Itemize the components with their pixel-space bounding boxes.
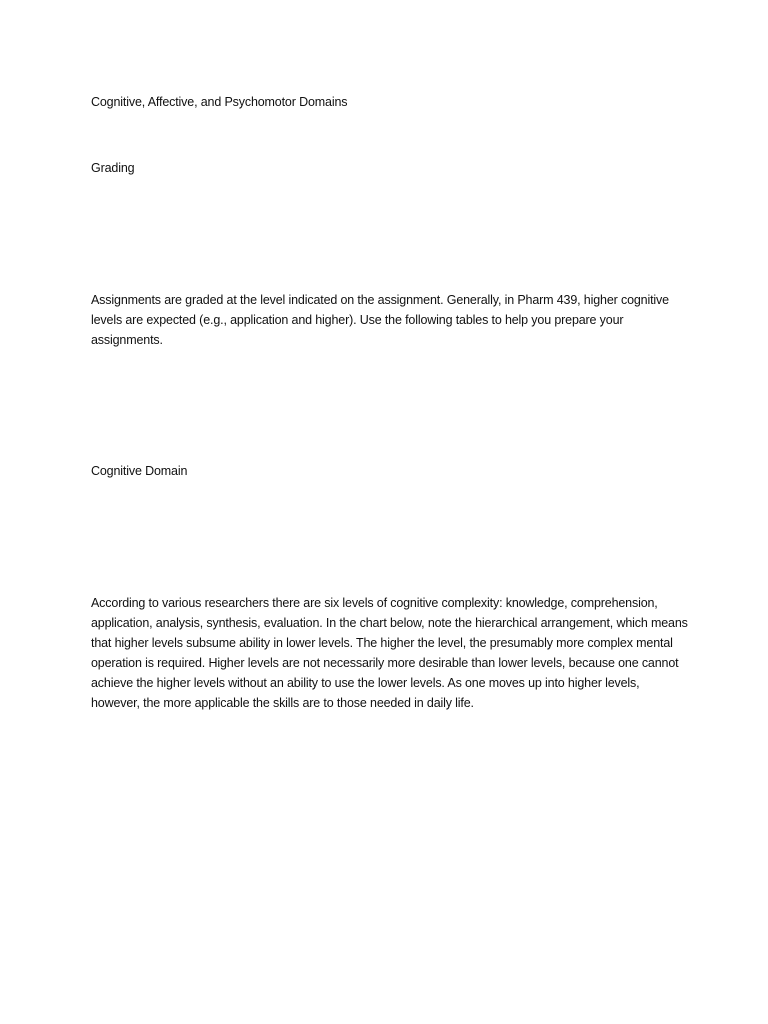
grading-paragraph: Assignments are graded at the level indicated on the assignment. Generally, in Pharm 439, higher cognitive levels are expected (e.g., application and higher). Use the following tables to help you prepare your assignments. <box>91 293 669 347</box>
section-heading-cognitive-domain: Cognitive Domain <box>91 464 188 478</box>
document-title: Cognitive, Affective, and Psychomotor Domains <box>91 95 348 109</box>
section-heading-grading: Grading <box>91 161 135 175</box>
cognitive-domain-paragraph: According to various researchers there are six levels of cognitive complexity: knowledge, comprehension, application, analysis, synthesis, evaluation. In the chart below, note the hierarchical arrangement, which means that higher levels subsume ability in lower levels. The higher the level, the presumably more complex mental operation is required. Higher levels are not necessarily more desirable than lower levels, because one cannot achieve the higher levels without an ability to use the lower levels. As one moves up into higher levels, however, the more applicable the skills are to those needed in daily life. <box>91 596 688 710</box>
